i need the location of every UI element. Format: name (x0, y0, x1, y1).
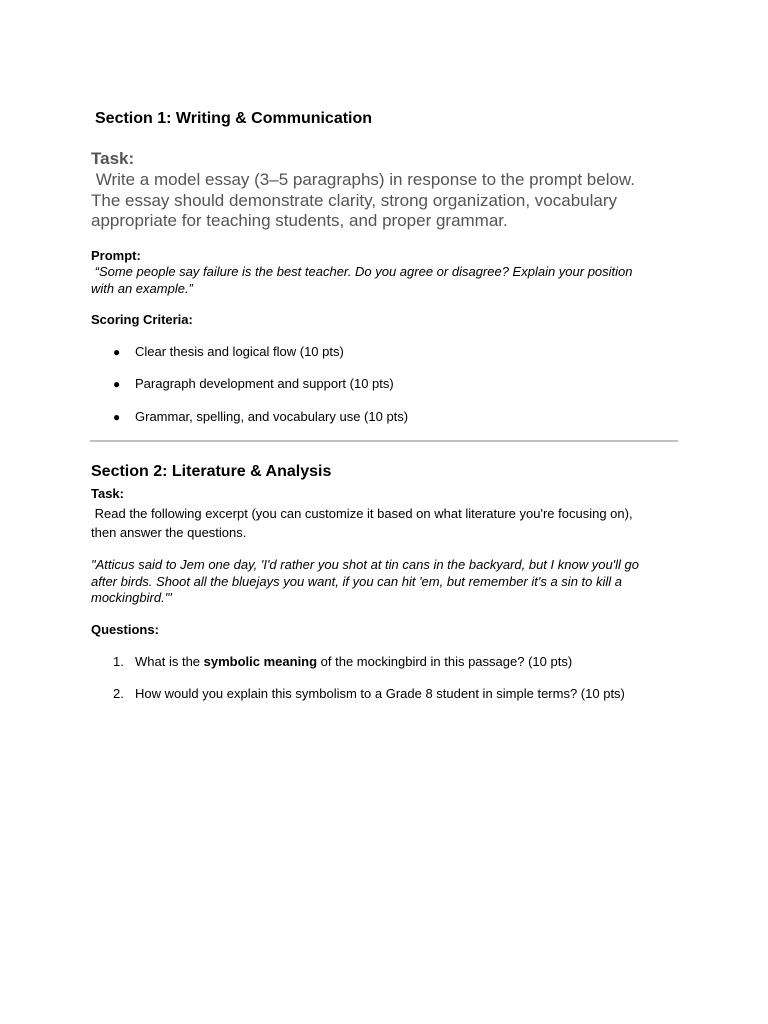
section-2-task-label: Task: (91, 486, 124, 501)
criteria-item (113, 409, 408, 424)
section-divider (90, 440, 678, 442)
section-2-title: Section 2: Literature & Analysis (91, 463, 332, 480)
section-1-task-label: Task: (91, 149, 135, 168)
criteria-item (113, 376, 394, 391)
question-text: How would you explain this symbolism to a Grade 8 student in simple terms? (10 pts) (135, 686, 625, 701)
criteria-item-text: Paragraph development and support (10 pts) (135, 376, 394, 391)
section-1-task-text: Write a model essay (3–5 paragraphs) in response to the prompt below. The essay should demonstrate clarity, strong organization, vocabulary appropriate for teaching students, and proper grammar. (91, 170, 635, 230)
question-text-after: of the mockingbird in this passage? (10 pts) (317, 654, 573, 669)
criteria-item (113, 344, 344, 359)
question-number: 1. (113, 654, 124, 669)
question-text-before: What is the (135, 654, 204, 669)
section-1-title: Section 1: Writing & Communication (95, 110, 373, 127)
question-item (113, 654, 572, 669)
scoring-criteria-label: Scoring Criteria: (91, 312, 193, 327)
bullet-icon: ● (113, 345, 121, 359)
question-text-bold: symbolic meaning (203, 654, 318, 669)
criteria-item-text: Grammar, spelling, and vocabulary use (10 pts) (135, 409, 409, 424)
prompt-label: Prompt: (91, 248, 141, 263)
section-2-task-text: Read the following excerpt (you can customize it based on what literature you're focusing on), then answer the questions. (91, 506, 633, 540)
question-number: 2. (113, 686, 124, 701)
question-item (113, 686, 625, 701)
literature-excerpt: "Atticus said to Jem one day, 'I'd rather you shot at tin cans in the backyard, but I know you'll go after birds. Shoot all the bluejays you want, if you can hit 'em, but remember it's a sin to kill a mockingbird.'" (91, 557, 639, 605)
bullet-icon: ● (113, 410, 121, 424)
criteria-item-text: Clear thesis and logical flow (10 pts) (135, 344, 344, 359)
bullet-icon: ● (113, 377, 121, 391)
prompt-text: “Some people say failure is the best teacher. Do you agree or disagree? Explain your position with an example.” (91, 264, 633, 296)
questions-label: Questions: (91, 622, 159, 637)
